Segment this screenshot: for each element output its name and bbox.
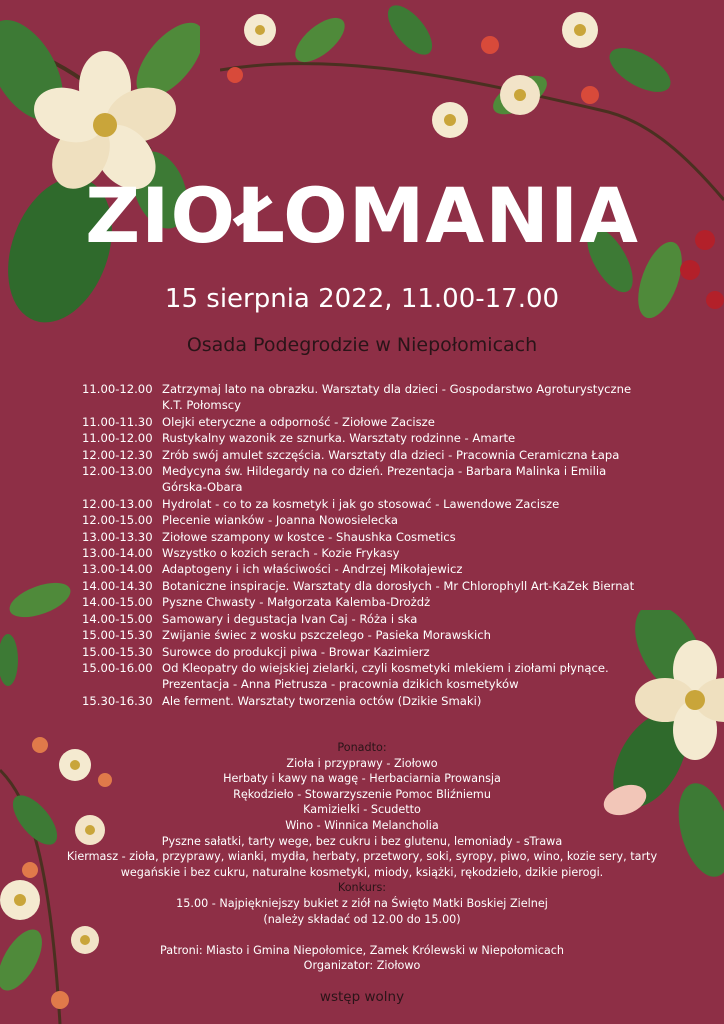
event-date: 15 sierpnia 2022, 11.00-17.00 bbox=[164, 284, 560, 314]
schedule-time: 13.00-14.00 bbox=[82, 562, 153, 577]
schedule-description: Hydrolat - co to za kosmetyk i jak go stosować - Lawendowe Zacisze bbox=[162, 496, 560, 511]
schedule-item bbox=[82, 561, 642, 577]
schedule-item bbox=[82, 463, 642, 496]
schedule-description: Pyszne Chwasty - Małgorzata Kalemba-Drożdż bbox=[162, 595, 431, 610]
schedule-time: 14.00-14.30 bbox=[82, 578, 153, 593]
schedule-item bbox=[82, 381, 642, 414]
patrons-text: Patroni: Miasto i Gmina Niepołomice, Zamek Królewski w Niepołomicach bbox=[159, 943, 565, 957]
schedule-item bbox=[82, 594, 642, 610]
schedule-item bbox=[82, 578, 642, 594]
extras-item: Herbaty i kawy na wagę - Herbaciarnia Prowansja bbox=[223, 772, 501, 786]
extras-item: Rękodzieło - Stowarzyszenie Pomoc Bliźniemu bbox=[233, 787, 491, 801]
contest-line: 15.00 - Najpiękniejszy bukiet z ziół na Święto Matki Boskiej Zielnej bbox=[176, 896, 548, 910]
schedule-item bbox=[82, 512, 642, 528]
schedule-time: 13.00-13.30 bbox=[82, 529, 153, 544]
schedule-item bbox=[82, 627, 642, 643]
schedule-item bbox=[82, 644, 642, 660]
schedule-list bbox=[82, 381, 642, 709]
schedule-item bbox=[82, 693, 642, 709]
schedule-description: Ale ferment. Warsztaty tworzenia octów (Dzikie Smaki) bbox=[162, 693, 482, 708]
schedule-time: 11.00-12.00 bbox=[82, 382, 153, 396]
schedule-time: 15.00-15.30 bbox=[82, 628, 153, 643]
schedule-time: 12.00-12.30 bbox=[82, 447, 153, 462]
schedule-time: 15.00-15.30 bbox=[82, 644, 153, 659]
schedule-time: 14.00-15.00 bbox=[82, 611, 153, 626]
schedule-description: Od Kleopatry do wiejskiej zielarki, czyli kosmetyki mlekiem i ziołami płynące. Prezentacja - Anna Pietrusza - pracownia dzikich kosmetyków bbox=[162, 660, 609, 692]
schedule-item bbox=[82, 496, 642, 512]
schedule-time: 14.00-15.00 bbox=[82, 595, 153, 610]
event-venue: Osada Podegrodzie w Niepołomicach bbox=[186, 334, 538, 356]
schedule-description: Medycyna św. Hildegardy na co dzień. Prezentacja - Barbara Malinka i Emilia Górska-Obara bbox=[162, 464, 607, 495]
schedule-item bbox=[82, 430, 642, 446]
schedule-description: Olejki eteryczne a odporność - Ziołowe Zacisze bbox=[162, 414, 435, 429]
schedule-time: 11.00-11.30 bbox=[82, 414, 153, 429]
schedule-item bbox=[82, 611, 642, 627]
schedule-description: Botaniczne inspiracje. Warsztaty dla dorosłych - Mr Chlorophyll Art-KaZek Biernat bbox=[162, 578, 635, 593]
organizer-text: Organizator: Ziołowo bbox=[303, 959, 421, 973]
schedule-description: Plecenie wianków - Joanna Nowosielecka bbox=[162, 513, 399, 528]
schedule-description: Zwijanie świec z wosku pszczelego - Pasieka Morawskich bbox=[162, 628, 491, 643]
schedule-time: 12.00-13.00 bbox=[82, 496, 153, 511]
schedule-description: Rustykalny wazonik ze sznurka. Warsztaty rodzinne - Amarte bbox=[162, 431, 516, 446]
extras-item: Pyszne sałatki, tarty wege, bez cukru i bez glutenu, lemoniady - sTrawa bbox=[161, 834, 563, 848]
contest-note: (należy składać od 12.00 do 15.00) bbox=[263, 912, 461, 926]
schedule-description: Wszystko o kozich serach - Kozie Frykasy bbox=[162, 546, 400, 561]
extras-item: Zioła i przyprawy - Ziołowo bbox=[286, 756, 438, 770]
extras-item: Wino - Winnica Melancholia bbox=[285, 818, 439, 832]
extras-item: Kamizielki - Scudetto bbox=[303, 803, 421, 817]
extras-section bbox=[52, 740, 672, 974]
schedule-item bbox=[82, 545, 642, 561]
schedule-description: Zrób swój amulet szczęścia. Warsztaty dla dzieci - Pracownia Ceramiczna Łapa bbox=[162, 447, 620, 462]
schedule-description: Surowce do produkcji piwa - Browar Kazimierz bbox=[162, 644, 430, 659]
schedule-item bbox=[82, 660, 642, 693]
spacer bbox=[52, 927, 672, 943]
event-title: ZIOŁOMANIA bbox=[85, 171, 639, 260]
schedule-item bbox=[82, 414, 642, 430]
extras-heading: Ponadto: bbox=[337, 741, 387, 754]
schedule-time: 12.00-13.00 bbox=[82, 464, 153, 479]
schedule-item bbox=[82, 529, 642, 545]
schedule-time: 15.30-16.30 bbox=[82, 693, 153, 708]
contest-heading: Konkurs: bbox=[337, 881, 387, 895]
schedule-description: Adaptogeny i ich właściwości - Andrzej Mikołajewicz bbox=[162, 562, 463, 577]
schedule-time: 11.00-12.00 bbox=[82, 431, 153, 446]
schedule-item bbox=[82, 447, 642, 463]
schedule-time: 15.00-16.00 bbox=[82, 660, 153, 675]
extras-item: Kiermasz - zioła, przyprawy, wianki, mydła, herbaty, przetwory, soki, syropy, piwo, wino, kozie sery, tarty wegańskie i bez cukru, naturalne kosmetyki, miody, książki, rękodzieło, dzikie pierogi. bbox=[66, 850, 658, 879]
schedule-time: 13.00-14.00 bbox=[82, 546, 153, 561]
schedule-time: 12.00-15.00 bbox=[82, 513, 153, 528]
flower-decoration-top-left bbox=[0, 0, 200, 330]
free-entry-note: wstęp wolny bbox=[319, 989, 405, 1005]
schedule-description: Zatrzymaj lato na obrazku. Warsztaty dla dzieci - Gospodarstwo Agroturystyczne K.T. Połomscy bbox=[162, 382, 632, 413]
schedule-description: Ziołowe szampony w kostce - Shaushka Cosmetics bbox=[162, 529, 456, 544]
schedule-description: Samowary i degustacja Ivan Caj - Róża i ska bbox=[162, 611, 418, 626]
